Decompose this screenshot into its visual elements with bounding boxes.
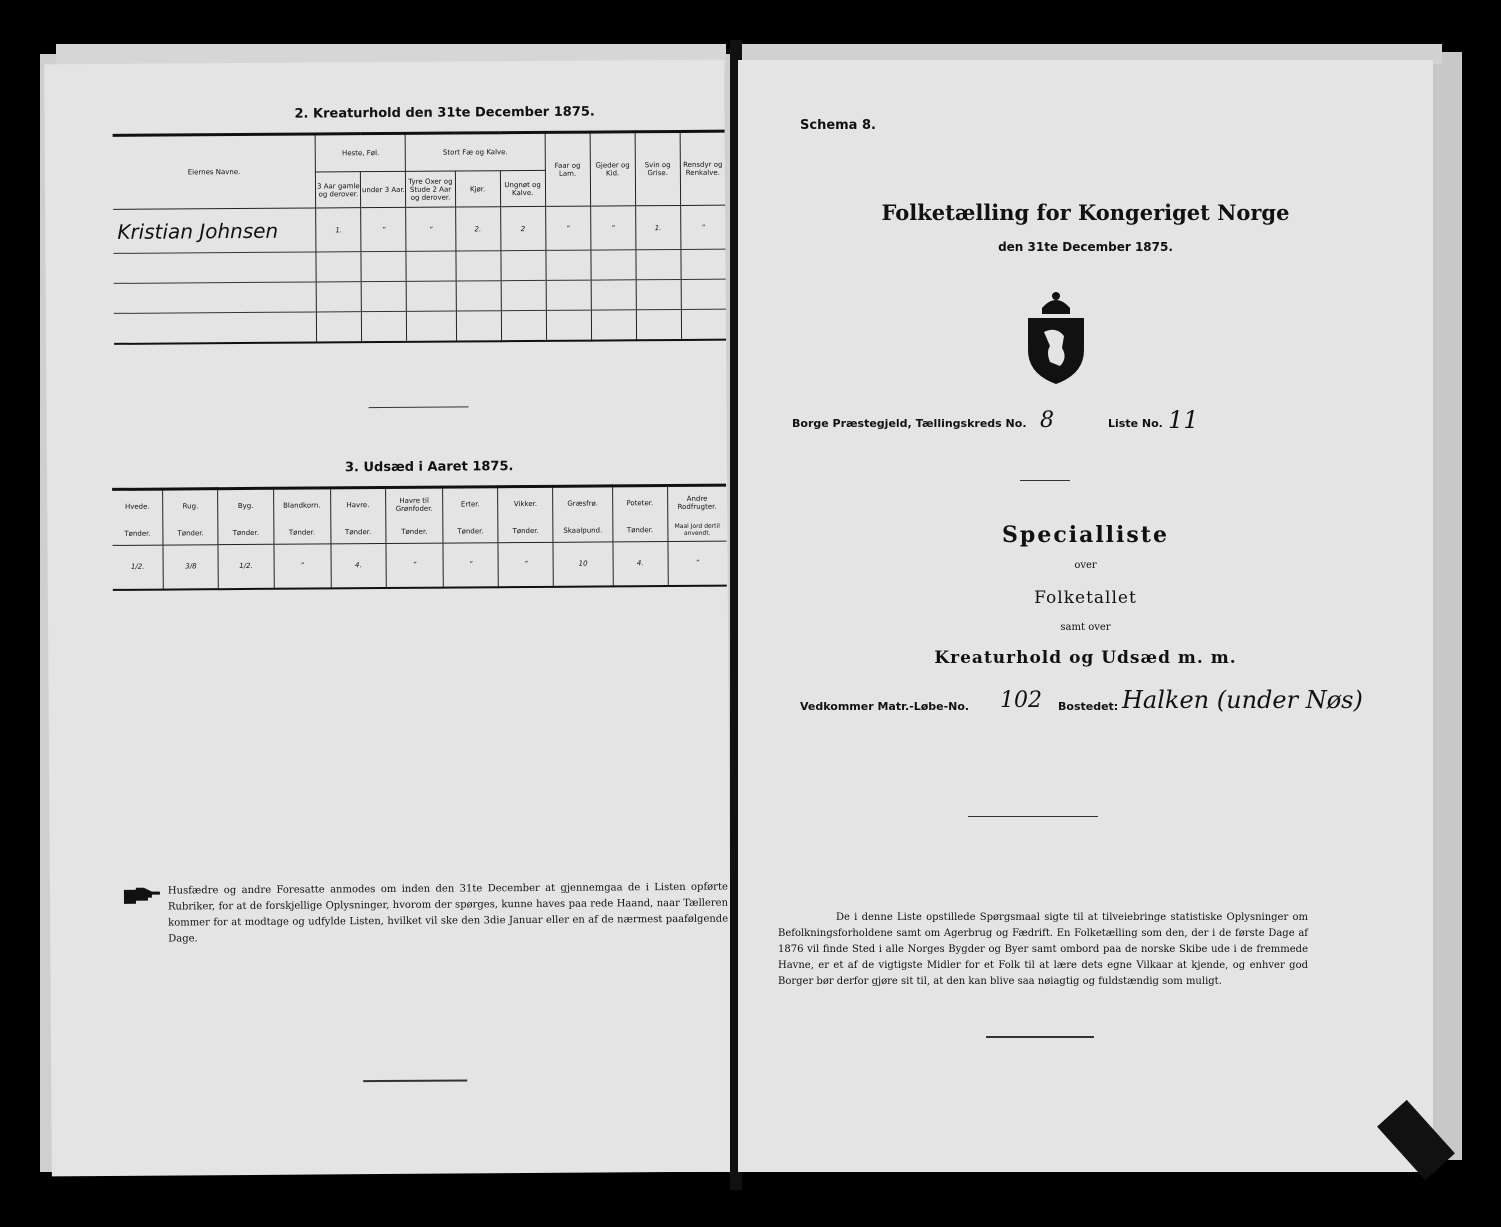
cell: ” [680,205,725,249]
unit: Skaalpund. [553,520,612,542]
cell: 1/2. [112,545,163,589]
rug-header: Rug. [163,489,218,523]
kreaturhold-heading: Kreaturhold og Udsæd m. m. [934,648,1237,668]
unit: Tønder. [443,521,498,543]
cell: ” [406,207,455,251]
cell: ” [545,206,590,250]
matr-number: 102 [1000,688,1042,713]
cell: ” [590,206,635,250]
unit: Tønder. [273,522,330,544]
left-page [44,60,732,1177]
havre-gronfoder-header: Havre til Grønfoder. [385,487,442,521]
footer-notice: De i denne Liste opstillede Spørgsmaal sigte til at tilveiebringe statistiske Oplysninger om Befolkningsforholdene samt om Agerbrug og Fædrift. En Folketælling som den, der i de første Dage af 1876 vil finde Sted i alle Norges Bygder og Byer samt ombord paa de norske Skibe ude i de fremmede Havne, er et af de vigtigste Midler for et Folk til at lære dets egne Vilkaar at kjende, og enhver god Borger bør derfor gjøre sit til, at den kan blive saa nøiagtig og fuldstændig som muligt. [778,912,1308,987]
divider [986,1036,1094,1038]
unit: Tønder. [498,520,553,542]
table-row [114,279,726,313]
owner-name: Kristian Johnsen [113,208,316,253]
cell: ” [668,541,727,585]
cell: ” [443,543,498,587]
divider [369,406,469,408]
schema-label: Schema 8. [800,118,876,133]
cell: 1. [635,205,680,249]
place-line-prefix: Borge Præstegjeld, Tællingskreds No. [792,417,1027,430]
cell: 1. [316,208,361,252]
cell: 4. [331,544,386,588]
rodfrugter-header: Andre Rodfrugter. [667,485,726,519]
rensdyr-header: Rensdyr og Renkalve. [680,131,725,205]
unit: Tønder. [218,522,273,544]
vikker-header: Vikker. [498,486,553,520]
unit: Maal Jord dertil anvendt. [668,519,727,541]
folketallet-heading: Folketallet [1034,588,1137,608]
liste-label: Liste No. [1108,417,1163,430]
byg-header: Byg. [218,488,273,522]
samt-over-text: samt over [1060,622,1111,633]
cell: ” [361,207,406,251]
unit: Tønder. [163,523,218,545]
specialliste-heading: Specialliste [1002,522,1169,548]
bosted-value: Halken (under Nøs) [1122,686,1363,714]
pointing-hand-icon [122,886,162,906]
bosted-label: Bostedet: [1058,700,1119,713]
heste-under3-header: under 3 Aar. [361,171,406,207]
cell: ” [273,544,330,588]
graesfro-header: Græsfrø. [553,486,612,520]
divider [363,1079,467,1082]
cell: 4. [613,542,668,586]
divider [968,816,1098,817]
hvede-header: Hvede. [112,489,163,523]
unit: Tønder. [612,520,667,542]
kreds-number: 8 [1040,408,1054,433]
unit: Tønder. [330,522,385,544]
table-row [113,205,725,253]
blandkorn-header: Blandkorn. [273,488,330,522]
table-row [113,249,725,283]
census-title: Folketælling for Kongeriget Norge [881,200,1290,225]
table-row [114,309,726,343]
svin-header: Svin og Grise. [635,131,681,205]
poteter-header: Poteter. [612,486,667,520]
ungnot-header: Ungnøt og Kalve. [500,170,545,206]
divider [1020,480,1070,481]
erter-header: Erter. [443,487,498,521]
liste-number: 11 [1168,406,1199,434]
faar-header: Faar og Lam. [545,132,591,206]
cell: ” [386,543,443,587]
owner-header: Eiernes Navne. [113,134,316,209]
cell: 1/2. [218,544,273,588]
cell: 3/8 [163,545,218,589]
kjor-header: Kjør. [455,171,500,207]
cell: 10 [553,542,612,586]
livestock-section-title: 2. Kreaturhold den 31te December 1875. [294,104,595,122]
unit: Tønder. [112,523,163,545]
cell: 2 [500,206,545,250]
havre-header: Havre. [330,488,385,522]
cell: ” [498,542,553,586]
coat-of-arms-icon [1020,288,1092,388]
gjeder-header: Gjeder og Kid. [590,132,636,206]
unit: Tønder. [386,521,443,543]
table-row [112,541,726,589]
over-text: over [1074,560,1097,571]
census-date: den 31te December 1875. [998,240,1173,254]
instructions-notice: Husfædre og andre Foresatte anmodes om inden den 31te December at gjennemgaa de i Listen opførte Rubriker, for at de forskjellige Oplysninger, hvorom der spørges, kunne haves paa rede Haand, naar Tælleren kommer for at modtage og udfylde Listen, hvilket vil ske den 3die Januar eller en af de nærmest paafølgende Dage. [167,881,729,945]
cell: 2. [455,207,500,251]
sowing-section-title: 3. Udsæd i Aaret 1875. [344,459,514,476]
matr-label: Vedkommer Matr.-Løbe-No. [800,700,970,713]
heste-header: Heste, Føl. [315,133,405,172]
right-page [738,60,1433,1172]
tyre-header: Tyre Oxer og Stude 2 Aar og derover. [406,171,455,207]
sowing-table [112,484,727,591]
storfae-header: Stort Fæ og Kalve. [406,132,545,171]
livestock-table [113,130,726,345]
heste-3aar-header: 3 Aar gamle og derover. [316,172,361,208]
